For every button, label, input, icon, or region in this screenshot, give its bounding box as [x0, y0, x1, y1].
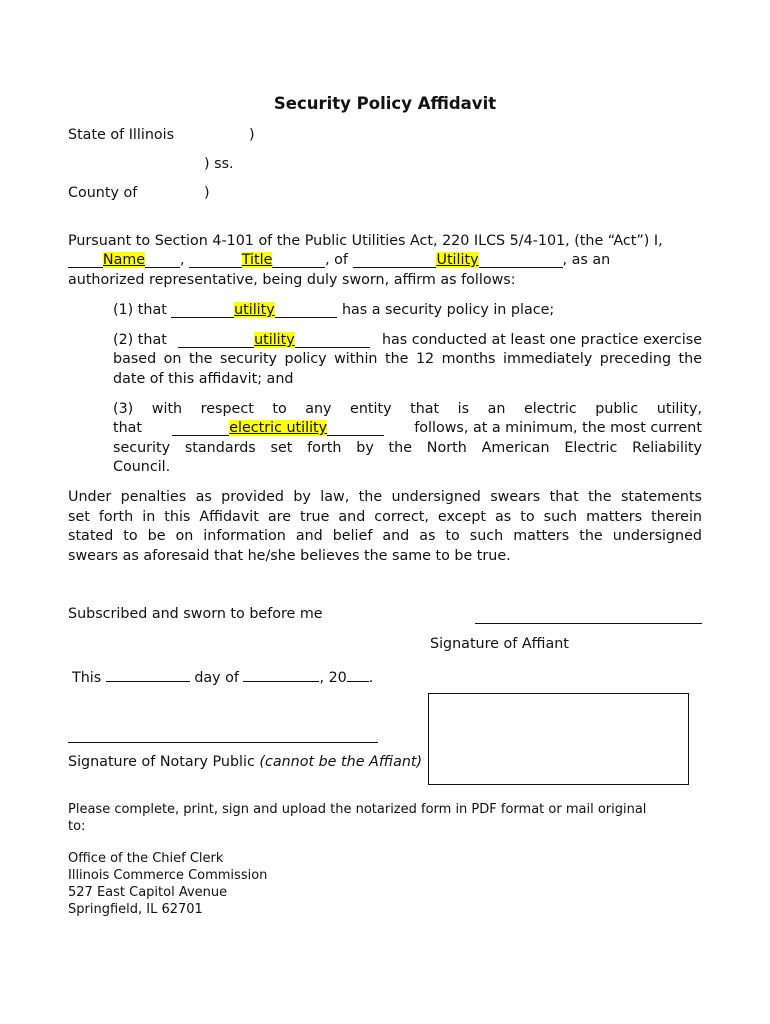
- this-text: This: [72, 670, 102, 686]
- intro-of: , of: [325, 252, 348, 268]
- address-line-3: 527 East Capitol Avenue: [68, 885, 228, 900]
- intro-line-3: authorized representative, being duly sworn, affirm as follows:: [68, 272, 516, 288]
- affiant-signature-line[interactable]: [475, 606, 702, 624]
- item-3-field[interactable]: [172, 420, 384, 436]
- item-3-line-4: Council.: [113, 459, 171, 475]
- item-2-line-3: date of this affidavit; and: [113, 371, 294, 387]
- penalty-line-3: stated to be on information and belief and as to such matters the undersigned: [68, 528, 702, 544]
- document-title: Security Policy Affidavit: [273, 94, 497, 113]
- item-2-suffix: has conducted at least one practice exercise: [381, 332, 702, 348]
- utility-field-value: Utility: [436, 252, 479, 268]
- notary-seal-box: [428, 693, 689, 785]
- penalty-line-2: set forth in this Affidavit are true and correct, except as to such matters therein: [68, 509, 702, 525]
- instructions-line-1: Please complete, print, sign and upload the notarized form in PDF format or mail original: [68, 802, 647, 817]
- item-1-suffix: has a security policy in place;: [341, 302, 555, 318]
- notary-note: (cannot be the Affiant): [259, 754, 423, 770]
- month-field[interactable]: [243, 666, 319, 682]
- year-prefix: , 20: [319, 670, 347, 686]
- item-2-field-value: utility: [254, 332, 295, 348]
- state-label: State of Illinois: [68, 127, 175, 143]
- year-field[interactable]: [347, 666, 369, 682]
- intro-line-1: Pursuant to Section 4-101 of the Public Utilities Act, 220 ILCS 5/4-101, (the “Act”) I,: [68, 233, 663, 249]
- day-field[interactable]: [106, 666, 190, 682]
- item-1-field[interactable]: [171, 302, 337, 318]
- address-line-1: Office of the Chief Clerk: [68, 851, 224, 866]
- item-3-line-1: (3) with respect to any entity that is an electric public utility,: [113, 401, 702, 417]
- utility-field[interactable]: [353, 252, 563, 268]
- item-1-prefix: (1) that: [113, 302, 167, 318]
- notary-signature-line[interactable]: [68, 742, 378, 743]
- item-2-line-2: based on the security policy within the 12 months immediately preceding the: [113, 351, 702, 367]
- item-1-field-value: utility: [234, 302, 275, 318]
- subscribed-text: Subscribed and sworn to before me: [68, 606, 323, 622]
- venue-paren-1: ): [249, 127, 255, 143]
- item-2-field[interactable]: [178, 332, 370, 348]
- penalty-line-4: swears as aforesaid that he/she believes the same to be true.: [68, 548, 511, 564]
- intro-sep: ,: [180, 252, 185, 268]
- venue-paren-2: ): [204, 185, 210, 201]
- item-3-field-value: electric utility: [229, 420, 328, 436]
- affiant-signature-label: Signature of Affiant: [430, 636, 569, 652]
- name-field[interactable]: [68, 252, 180, 268]
- item-3-suffix: follows, at a minimum, the most current: [414, 420, 702, 436]
- address-line-2: Illinois Commerce Commission: [68, 868, 268, 883]
- date-line: [72, 666, 373, 686]
- instructions-line-2: to:: [68, 819, 86, 834]
- item-3-prefix: that: [113, 420, 143, 436]
- county-label: County of: [68, 185, 138, 201]
- day-of-text: day of: [194, 670, 239, 686]
- item-2-prefix: (2) that: [113, 332, 167, 348]
- ss-label: ) ss.: [204, 156, 234, 172]
- item-1: [113, 302, 554, 318]
- name-field-value: Name: [102, 252, 146, 268]
- item-3-line-2: [113, 420, 702, 436]
- item-2-line-1: [113, 332, 702, 348]
- item-3-line-3: security standards set forth by the North American Electric Reliability: [113, 440, 702, 456]
- notary-label-text: Signature of Notary Public: [68, 754, 255, 770]
- intro-line-2: [68, 252, 610, 268]
- address-line-4: Springfield, IL 62701: [68, 902, 203, 917]
- intro-as-an: , as an: [562, 252, 611, 268]
- title-field-value: Title: [241, 252, 273, 268]
- title-field[interactable]: [189, 252, 325, 268]
- penalty-line-1: Under penalties as provided by law, the undersigned swears that the statements: [68, 489, 702, 505]
- date-period: .: [368, 670, 374, 686]
- notary-signature-label: [68, 754, 428, 770]
